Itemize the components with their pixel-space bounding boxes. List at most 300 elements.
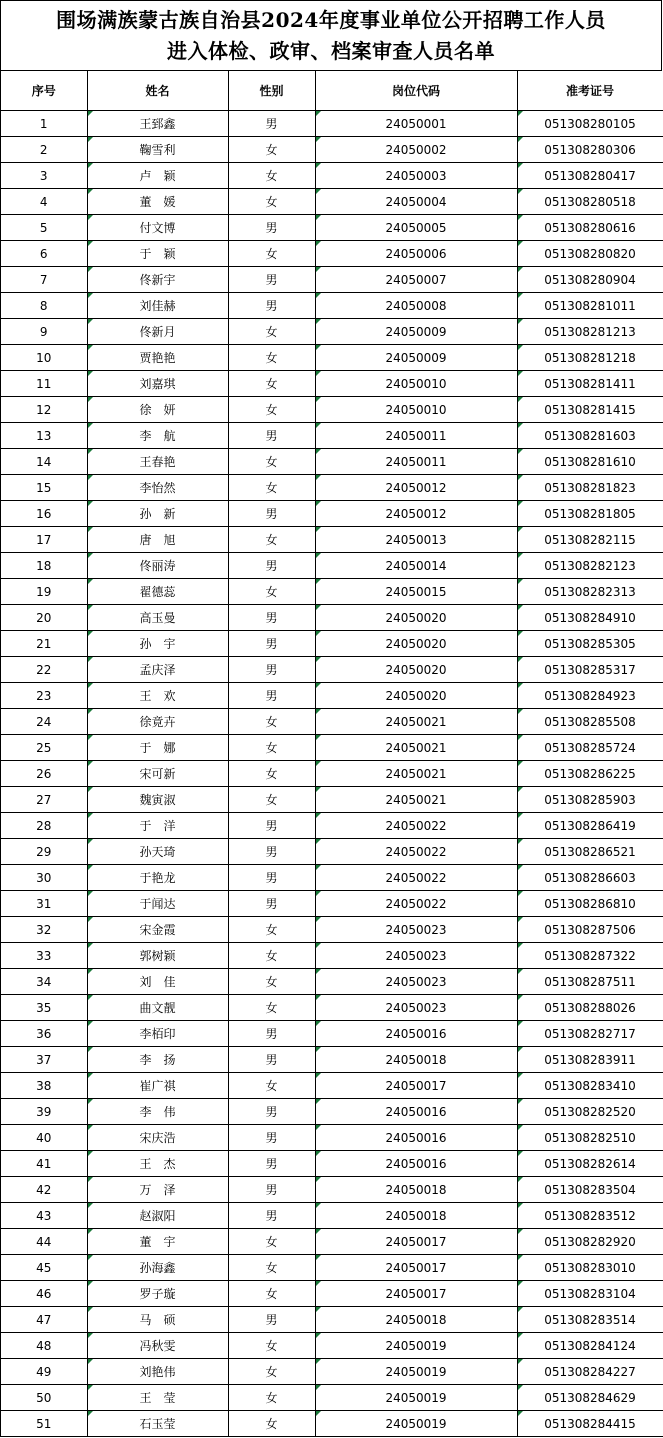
- cell-ticket-number[interactable]: 051308286603: [517, 865, 663, 891]
- cell-serial[interactable]: 32: [1, 917, 87, 943]
- cell-gender[interactable]: 女: [228, 527, 315, 553]
- cell-gender[interactable]: 男: [228, 605, 315, 631]
- cell-gender[interactable]: 男: [228, 1177, 315, 1203]
- cell-ticket-number[interactable]: 051308281011: [517, 293, 663, 319]
- cell-post-code[interactable]: 24050004: [315, 189, 517, 215]
- cell-serial[interactable]: 19: [1, 579, 87, 605]
- cell-serial[interactable]: 23: [1, 683, 87, 709]
- table-row: [1, 605, 663, 631]
- cell-gender[interactable]: 男: [228, 865, 315, 891]
- cell-ticket-number[interactable]: 051308282520: [517, 1099, 663, 1125]
- cell-ticket-number[interactable]: 051308286521: [517, 839, 663, 865]
- cell-post-code[interactable]: 24050016: [315, 1099, 517, 1125]
- cell-ticket-number[interactable]: 051308282123: [517, 553, 663, 579]
- cell-name[interactable]: 郭树颖: [87, 943, 228, 969]
- cell-gender[interactable]: 男: [228, 813, 315, 839]
- cell-post-code[interactable]: 24050006: [315, 241, 517, 267]
- cell-name[interactable]: 孙 新: [87, 501, 228, 527]
- table-row: [1, 1281, 663, 1307]
- cell-post-code[interactable]: 24050002: [315, 137, 517, 163]
- cell-serial[interactable]: 12: [1, 397, 87, 423]
- cell-name[interactable]: 高玉曼: [87, 605, 228, 631]
- cell-ticket-number[interactable]: 051308284629: [517, 1385, 663, 1411]
- table-row: [1, 969, 663, 995]
- cell-name[interactable]: 罗子璇: [87, 1281, 228, 1307]
- table-row: [1, 735, 663, 761]
- cell-gender[interactable]: 女: [228, 1255, 315, 1281]
- cell-serial[interactable]: 15: [1, 475, 87, 501]
- cell-name[interactable]: 佟丽涛: [87, 553, 228, 579]
- cell-serial[interactable]: 50: [1, 1385, 87, 1411]
- cell-serial[interactable]: 44: [1, 1229, 87, 1255]
- cell-gender[interactable]: 女: [228, 371, 315, 397]
- cell-name[interactable]: 徐 妍: [87, 397, 228, 423]
- cell-ticket-number[interactable]: 051308280417: [517, 163, 663, 189]
- cell-post-code[interactable]: 24050018: [315, 1203, 517, 1229]
- cell-name[interactable]: 唐 旭: [87, 527, 228, 553]
- cell-name[interactable]: 李 伟: [87, 1099, 228, 1125]
- cell-post-code[interactable]: 24050022: [315, 813, 517, 839]
- cell-post-code[interactable]: 24050018: [315, 1177, 517, 1203]
- cell-name[interactable]: 宋庆浩: [87, 1125, 228, 1151]
- table-row: [1, 1099, 663, 1125]
- cell-post-code[interactable]: 24050014: [315, 553, 517, 579]
- cell-gender[interactable]: 女: [228, 449, 315, 475]
- cell-post-code[interactable]: 24050011: [315, 449, 517, 475]
- cell-serial[interactable]: 35: [1, 995, 87, 1021]
- cell-serial[interactable]: 17: [1, 527, 87, 553]
- cell-ticket-number[interactable]: 051308283410: [517, 1073, 663, 1099]
- cell-gender[interactable]: 男: [228, 631, 315, 657]
- cell-serial[interactable]: 30: [1, 865, 87, 891]
- cell-post-code[interactable]: 24050020: [315, 631, 517, 657]
- cell-post-code[interactable]: 24050015: [315, 579, 517, 605]
- table-row: [1, 345, 663, 371]
- cell-gender[interactable]: 女: [228, 475, 315, 501]
- cell-serial[interactable]: 20: [1, 605, 87, 631]
- cell-name[interactable]: 冯秋雯: [87, 1333, 228, 1359]
- cell-gender[interactable]: 女: [228, 761, 315, 787]
- cell-post-code[interactable]: 24050023: [315, 943, 517, 969]
- cell-ticket-number[interactable]: 051308283104: [517, 1281, 663, 1307]
- cell-serial[interactable]: 24: [1, 709, 87, 735]
- cell-post-code[interactable]: 24050017: [315, 1255, 517, 1281]
- cell-post-code[interactable]: 24050018: [315, 1307, 517, 1333]
- cell-gender[interactable]: 男: [228, 1047, 315, 1073]
- cell-ticket-number[interactable]: 051308280518: [517, 189, 663, 215]
- cell-ticket-number[interactable]: 051308281805: [517, 501, 663, 527]
- table-row: [1, 215, 663, 241]
- cell-post-code[interactable]: 24050022: [315, 891, 517, 917]
- header-name: 姓名: [87, 71, 228, 111]
- table-row: [1, 943, 663, 969]
- cell-serial[interactable]: 41: [1, 1151, 87, 1177]
- cell-ticket-number[interactable]: 051308281610: [517, 449, 663, 475]
- cell-gender[interactable]: 男: [228, 683, 315, 709]
- table-row: [1, 1073, 663, 1099]
- cell-ticket-number[interactable]: 051308286225: [517, 761, 663, 787]
- cell-name[interactable]: 于闻达: [87, 891, 228, 917]
- cell-serial[interactable]: 22: [1, 657, 87, 683]
- cell-gender[interactable]: 女: [228, 579, 315, 605]
- cell-serial[interactable]: 37: [1, 1047, 87, 1073]
- cell-name[interactable]: 董 媛: [87, 189, 228, 215]
- cell-post-code[interactable]: 24050018: [315, 1047, 517, 1073]
- cell-gender[interactable]: 女: [228, 709, 315, 735]
- cell-gender[interactable]: 女: [228, 1359, 315, 1385]
- cell-name[interactable]: 于艳龙: [87, 865, 228, 891]
- cell-name[interactable]: 于 洋: [87, 813, 228, 839]
- cell-ticket-number[interactable]: 051308281411: [517, 371, 663, 397]
- cell-gender[interactable]: 女: [228, 189, 315, 215]
- table-row: [1, 267, 663, 293]
- cell-post-code[interactable]: 24050007: [315, 267, 517, 293]
- cell-serial[interactable]: 48: [1, 1333, 87, 1359]
- cell-post-code[interactable]: 24050012: [315, 475, 517, 501]
- cell-name[interactable]: 赵淑阳: [87, 1203, 228, 1229]
- cell-ticket-number[interactable]: 051308282313: [517, 579, 663, 605]
- cell-gender[interactable]: 男: [228, 657, 315, 683]
- table-row: [1, 1359, 663, 1385]
- cell-gender[interactable]: 女: [228, 1411, 315, 1437]
- cell-serial[interactable]: 8: [1, 293, 87, 319]
- title-line-1: 围场满族蒙古族自治县2024年度事业单位公开招聘工作人员: [56, 8, 606, 32]
- cell-gender[interactable]: 女: [228, 787, 315, 813]
- cell-gender[interactable]: 女: [228, 735, 315, 761]
- cell-name[interactable]: 刘艳伟: [87, 1359, 228, 1385]
- cell-post-code[interactable]: 24050009: [315, 345, 517, 371]
- cell-gender[interactable]: 男: [228, 553, 315, 579]
- cell-gender[interactable]: 男: [228, 267, 315, 293]
- cell-post-code[interactable]: 24050023: [315, 969, 517, 995]
- cell-name[interactable]: 李怡然: [87, 475, 228, 501]
- title-line-2: 进入体检、政审、档案审查人员名单: [167, 39, 495, 63]
- cell-post-code[interactable]: 24050020: [315, 683, 517, 709]
- candidate-table: [1, 71, 663, 1437]
- cell-ticket-number[interactable]: 051308283911: [517, 1047, 663, 1073]
- cell-gender[interactable]: 女: [228, 969, 315, 995]
- table-row: [1, 1411, 663, 1437]
- cell-ticket-number[interactable]: 051308285903: [517, 787, 663, 813]
- cell-post-code[interactable]: 24050019: [315, 1385, 517, 1411]
- cell-gender[interactable]: 女: [228, 319, 315, 345]
- cell-post-code[interactable]: 24050013: [315, 527, 517, 553]
- cell-post-code[interactable]: 24050010: [315, 371, 517, 397]
- cell-ticket-number[interactable]: 051308283010: [517, 1255, 663, 1281]
- cell-serial[interactable]: 27: [1, 787, 87, 813]
- cell-post-code[interactable]: 24050016: [315, 1125, 517, 1151]
- cell-ticket-number[interactable]: 051308282614: [517, 1151, 663, 1177]
- cell-serial[interactable]: 34: [1, 969, 87, 995]
- cell-name[interactable]: 孙 宇: [87, 631, 228, 657]
- cell-serial[interactable]: 25: [1, 735, 87, 761]
- cell-ticket-number[interactable]: 051308288026: [517, 995, 663, 1021]
- cell-serial[interactable]: 40: [1, 1125, 87, 1151]
- table-row: [1, 1177, 663, 1203]
- cell-ticket-number[interactable]: 051308282920: [517, 1229, 663, 1255]
- cell-post-code[interactable]: 24050021: [315, 787, 517, 813]
- cell-serial[interactable]: 49: [1, 1359, 87, 1385]
- cell-serial[interactable]: 45: [1, 1255, 87, 1281]
- table-row: [1, 111, 663, 137]
- cell-post-code[interactable]: 24050017: [315, 1229, 517, 1255]
- cell-ticket-number[interactable]: 051308284923: [517, 683, 663, 709]
- cell-post-code[interactable]: 24050020: [315, 605, 517, 631]
- table-row: [1, 1021, 663, 1047]
- cell-ticket-number[interactable]: 051308286810: [517, 891, 663, 917]
- cell-gender[interactable]: 女: [228, 1333, 315, 1359]
- page-title: [1, 1, 662, 71]
- cell-serial[interactable]: 13: [1, 423, 87, 449]
- cell-ticket-number[interactable]: 051308280820: [517, 241, 663, 267]
- cell-ticket-number[interactable]: 051308285724: [517, 735, 663, 761]
- cell-name[interactable]: 王 莹: [87, 1385, 228, 1411]
- table-row: [1, 995, 663, 1021]
- cell-ticket-number[interactable]: 051308281218: [517, 345, 663, 371]
- cell-gender[interactable]: 男: [228, 1203, 315, 1229]
- cell-gender[interactable]: 男: [228, 1307, 315, 1333]
- cell-name[interactable]: 卢 颖: [87, 163, 228, 189]
- cell-serial[interactable]: 21: [1, 631, 87, 657]
- table-row: [1, 1151, 663, 1177]
- cell-serial[interactable]: 36: [1, 1021, 87, 1047]
- cell-ticket-number[interactable]: 051308280616: [517, 215, 663, 241]
- cell-post-code[interactable]: 24050020: [315, 657, 517, 683]
- table-row: [1, 709, 663, 735]
- cell-gender[interactable]: 男: [228, 1125, 315, 1151]
- cell-gender[interactable]: 女: [228, 163, 315, 189]
- table-header-row: [1, 71, 663, 111]
- cell-name[interactable]: 翟德蕊: [87, 579, 228, 605]
- cell-name[interactable]: 崔广祺: [87, 1073, 228, 1099]
- cell-serial[interactable]: 1: [1, 111, 87, 137]
- cell-gender[interactable]: 女: [228, 1281, 315, 1307]
- cell-serial[interactable]: 51: [1, 1411, 87, 1437]
- cell-ticket-number[interactable]: 051308285317: [517, 657, 663, 683]
- cell-serial[interactable]: 10: [1, 345, 87, 371]
- table-row: [1, 839, 663, 865]
- cell-name[interactable]: 王 杰: [87, 1151, 228, 1177]
- cell-name[interactable]: 佟新月: [87, 319, 228, 345]
- cell-name[interactable]: 刘 佳: [87, 969, 228, 995]
- cell-post-code[interactable]: 24050010: [315, 397, 517, 423]
- cell-serial[interactable]: 29: [1, 839, 87, 865]
- cell-serial[interactable]: 39: [1, 1099, 87, 1125]
- cell-post-code[interactable]: 24050016: [315, 1151, 517, 1177]
- cell-ticket-number[interactable]: 051308285305: [517, 631, 663, 657]
- cell-serial[interactable]: 9: [1, 319, 87, 345]
- cell-name[interactable]: 徐竟卉: [87, 709, 228, 735]
- cell-gender[interactable]: 女: [228, 917, 315, 943]
- cell-serial[interactable]: 38: [1, 1073, 87, 1099]
- cell-serial[interactable]: 46: [1, 1281, 87, 1307]
- cell-ticket-number[interactable]: 051308284415: [517, 1411, 663, 1437]
- cell-gender[interactable]: 男: [228, 891, 315, 917]
- table-row: [1, 241, 663, 267]
- cell-name[interactable]: 王郅鑫: [87, 111, 228, 137]
- cell-ticket-number[interactable]: 051308280105: [517, 111, 663, 137]
- table-row: [1, 501, 663, 527]
- cell-name[interactable]: 于 娜: [87, 735, 228, 761]
- cell-serial[interactable]: 16: [1, 501, 87, 527]
- cell-name[interactable]: 鞠雪利: [87, 137, 228, 163]
- cell-name[interactable]: 宋金霞: [87, 917, 228, 943]
- cell-name[interactable]: 石玉莹: [87, 1411, 228, 1437]
- cell-gender[interactable]: 女: [228, 397, 315, 423]
- cell-post-code[interactable]: 24050023: [315, 995, 517, 1021]
- cell-gender[interactable]: 男: [228, 423, 315, 449]
- cell-post-code[interactable]: 24050009: [315, 319, 517, 345]
- cell-serial[interactable]: 4: [1, 189, 87, 215]
- table-row: [1, 865, 663, 891]
- table-row: [1, 293, 663, 319]
- cell-post-code[interactable]: 24050017: [315, 1281, 517, 1307]
- table-row: [1, 1307, 663, 1333]
- cell-ticket-number[interactable]: 051308283504: [517, 1177, 663, 1203]
- cell-name[interactable]: 佟新宇: [87, 267, 228, 293]
- cell-serial[interactable]: 6: [1, 241, 87, 267]
- cell-name[interactable]: 刘佳赫: [87, 293, 228, 319]
- cell-ticket-number[interactable]: 051308282510: [517, 1125, 663, 1151]
- cell-ticket-number[interactable]: 051308282115: [517, 527, 663, 553]
- cell-gender[interactable]: 男: [228, 111, 315, 137]
- header-serial: 序号: [1, 71, 87, 111]
- cell-post-code[interactable]: 24050001: [315, 111, 517, 137]
- cell-serial[interactable]: 3: [1, 163, 87, 189]
- cell-ticket-number[interactable]: 051308285508: [517, 709, 663, 735]
- cell-post-code[interactable]: 24050022: [315, 865, 517, 891]
- cell-post-code[interactable]: 24050023: [315, 917, 517, 943]
- cell-name[interactable]: 马 硕: [87, 1307, 228, 1333]
- cell-name[interactable]: 孙海鑫: [87, 1255, 228, 1281]
- table-body: [1, 111, 663, 1437]
- cell-ticket-number[interactable]: 051308287511: [517, 969, 663, 995]
- cell-ticket-number[interactable]: 051308283514: [517, 1307, 663, 1333]
- cell-name[interactable]: 万 泽: [87, 1177, 228, 1203]
- cell-gender[interactable]: 女: [228, 1073, 315, 1099]
- cell-name[interactable]: 李 航: [87, 423, 228, 449]
- cell-gender[interactable]: 女: [228, 995, 315, 1021]
- table-row: [1, 917, 663, 943]
- cell-name[interactable]: 魏寅淑: [87, 787, 228, 813]
- cell-post-code[interactable]: 24050008: [315, 293, 517, 319]
- cell-ticket-number[interactable]: 051308280306: [517, 137, 663, 163]
- cell-serial[interactable]: 28: [1, 813, 87, 839]
- header-gender: 性别: [228, 71, 315, 111]
- cell-ticket-number[interactable]: 051308282717: [517, 1021, 663, 1047]
- table-row: [1, 527, 663, 553]
- cell-post-code[interactable]: 24050019: [315, 1333, 517, 1359]
- cell-serial[interactable]: 7: [1, 267, 87, 293]
- table-row: [1, 475, 663, 501]
- cell-serial[interactable]: 43: [1, 1203, 87, 1229]
- cell-post-code[interactable]: 24050012: [315, 501, 517, 527]
- table-row: [1, 683, 663, 709]
- cell-name[interactable]: 刘嘉琪: [87, 371, 228, 397]
- cell-serial[interactable]: 5: [1, 215, 87, 241]
- cell-gender[interactable]: 女: [228, 241, 315, 267]
- cell-gender[interactable]: 男: [228, 215, 315, 241]
- cell-name[interactable]: 李 扬: [87, 1047, 228, 1073]
- cell-ticket-number[interactable]: 051308281603: [517, 423, 663, 449]
- cell-name[interactable]: 王 欢: [87, 683, 228, 709]
- cell-post-code[interactable]: 24050021: [315, 709, 517, 735]
- cell-serial[interactable]: 26: [1, 761, 87, 787]
- cell-ticket-number[interactable]: 051308284124: [517, 1333, 663, 1359]
- table-row: [1, 891, 663, 917]
- cell-ticket-number[interactable]: 051308280904: [517, 267, 663, 293]
- cell-ticket-number[interactable]: 051308284910: [517, 605, 663, 631]
- table-row: [1, 657, 663, 683]
- cell-name[interactable]: 宋可新: [87, 761, 228, 787]
- cell-gender[interactable]: 男: [228, 501, 315, 527]
- cell-serial[interactable]: 18: [1, 553, 87, 579]
- cell-serial[interactable]: 31: [1, 891, 87, 917]
- cell-serial[interactable]: 42: [1, 1177, 87, 1203]
- cell-gender[interactable]: 男: [228, 1099, 315, 1125]
- cell-gender[interactable]: 男: [228, 1021, 315, 1047]
- cell-gender[interactable]: 女: [228, 1229, 315, 1255]
- cell-post-code[interactable]: 24050003: [315, 163, 517, 189]
- cell-name[interactable]: 贾艳艳: [87, 345, 228, 371]
- cell-post-code[interactable]: 24050017: [315, 1073, 517, 1099]
- table-row: [1, 1047, 663, 1073]
- cell-gender[interactable]: 女: [228, 943, 315, 969]
- cell-serial[interactable]: 47: [1, 1307, 87, 1333]
- table-row: [1, 397, 663, 423]
- table-row: [1, 371, 663, 397]
- cell-ticket-number[interactable]: 051308286419: [517, 813, 663, 839]
- cell-post-code[interactable]: 24050005: [315, 215, 517, 241]
- cell-ticket-number[interactable]: 051308284227: [517, 1359, 663, 1385]
- cell-name[interactable]: 王春艳: [87, 449, 228, 475]
- header-post-code: 岗位代码: [315, 71, 517, 111]
- cell-name[interactable]: 曲文靓: [87, 995, 228, 1021]
- cell-gender[interactable]: 女: [228, 137, 315, 163]
- cell-name[interactable]: 董 宇: [87, 1229, 228, 1255]
- cell-post-code[interactable]: 24050022: [315, 839, 517, 865]
- cell-post-code[interactable]: 24050016: [315, 1021, 517, 1047]
- cell-name[interactable]: 孙天琦: [87, 839, 228, 865]
- cell-post-code[interactable]: 24050019: [315, 1359, 517, 1385]
- cell-post-code[interactable]: 24050021: [315, 761, 517, 787]
- cell-gender[interactable]: 女: [228, 345, 315, 371]
- cell-ticket-number[interactable]: 051308281213: [517, 319, 663, 345]
- cell-gender[interactable]: 女: [228, 1385, 315, 1411]
- cell-gender[interactable]: 男: [228, 1151, 315, 1177]
- cell-post-code[interactable]: 24050021: [315, 735, 517, 761]
- cell-post-code[interactable]: 24050011: [315, 423, 517, 449]
- cell-gender[interactable]: 男: [228, 839, 315, 865]
- cell-serial[interactable]: 2: [1, 137, 87, 163]
- cell-gender[interactable]: 男: [228, 293, 315, 319]
- cell-name[interactable]: 孟庆泽: [87, 657, 228, 683]
- cell-name[interactable]: 李栢印: [87, 1021, 228, 1047]
- cell-ticket-number[interactable]: 051308287322: [517, 943, 663, 969]
- cell-serial[interactable]: 11: [1, 371, 87, 397]
- cell-name[interactable]: 于 颖: [87, 241, 228, 267]
- cell-ticket-number[interactable]: 051308281415: [517, 397, 663, 423]
- cell-ticket-number[interactable]: 051308283512: [517, 1203, 663, 1229]
- cell-serial[interactable]: 33: [1, 943, 87, 969]
- cell-ticket-number[interactable]: 051308287506: [517, 917, 663, 943]
- cell-post-code[interactable]: 24050019: [315, 1411, 517, 1437]
- table-row: [1, 813, 663, 839]
- cell-ticket-number[interactable]: 051308281823: [517, 475, 663, 501]
- table-row: [1, 761, 663, 787]
- cell-serial[interactable]: 14: [1, 449, 87, 475]
- cell-name[interactable]: 付文博: [87, 215, 228, 241]
